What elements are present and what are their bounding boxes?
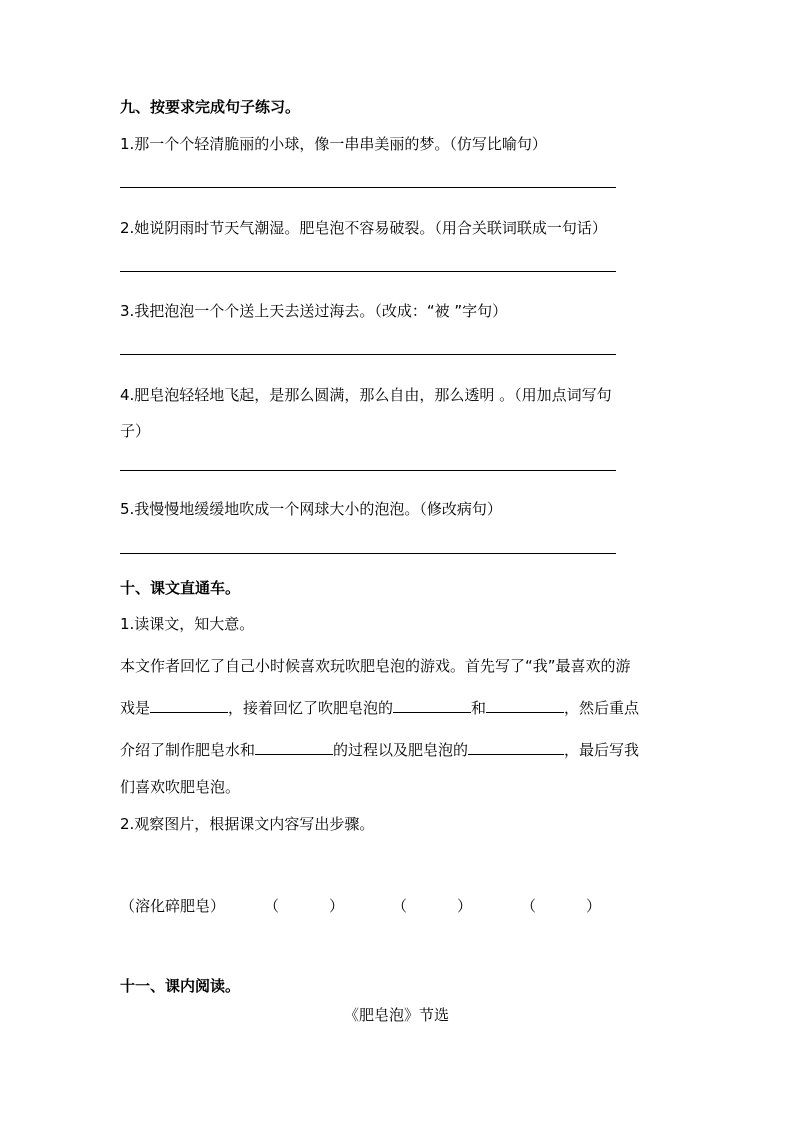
summary-text: 戏是: [120, 699, 151, 717]
fill-blank[interactable]: [468, 740, 564, 755]
close-paren: ）: [329, 897, 345, 915]
question-10-2: 2.观察图片，根据课文内容写出步骤。: [120, 815, 375, 833]
fill-blank[interactable]: [393, 698, 471, 713]
close-paren: ）: [586, 897, 602, 915]
open-paren: （: [392, 897, 408, 915]
question-9-1: 1.那一个个轻清脆丽的小球，像一串串美丽的梦。（仿写比喻句）: [120, 135, 547, 153]
question-9-4-line1: 4.肥皂泡轻轻地飞起，是那么圆满，那么自由，那么透明 。（用加点词写句: [120, 386, 612, 404]
answer-line-9-3: [120, 354, 616, 355]
open-paren: （: [521, 897, 537, 915]
question-9-4-line2: 子）: [120, 422, 151, 440]
summary-line-2: [120, 697, 639, 718]
step-4-paren[interactable]: [521, 895, 601, 916]
answer-line-9-4: [120, 470, 616, 471]
summary-text: 介绍了制作肥皂水和: [120, 741, 256, 759]
step-3-paren[interactable]: [392, 895, 472, 916]
answer-line-9-1: [120, 187, 616, 188]
fill-blank[interactable]: [486, 698, 564, 713]
summary-line-4: 们喜欢吹肥皂泡。: [120, 778, 241, 796]
question-9-3: 3.我把泡泡一个个送上天去送过海去。（改成：“被 ”字句）: [120, 302, 508, 320]
fill-blank[interactable]: [150, 698, 228, 713]
section-9-title: 九、按要求完成句子练习。: [120, 98, 301, 116]
summary-text: ，最后写我: [564, 741, 640, 759]
close-paren: ）: [457, 897, 473, 915]
step-2-paren[interactable]: [264, 895, 344, 916]
open-paren: （: [264, 897, 280, 915]
summary-text: 的过程以及肥皂泡的: [333, 741, 469, 759]
question-9-2: 2.她说阴雨时节天气潮湿。肥皂泡不容易破裂。（用合关联词联成一句话）: [120, 219, 607, 237]
passage-title: 《肥皂泡》节选: [344, 1006, 450, 1024]
summary-text: ，然后重点: [564, 699, 640, 717]
summary-text: ，接着回忆了吹肥皂泡的: [228, 699, 394, 717]
fill-blank[interactable]: [255, 740, 333, 755]
step-1-label: （溶化碎肥皂）: [120, 897, 226, 915]
section-11-title: 十一、课内阅读。: [120, 977, 241, 995]
section-10-title: 十、课文直通车。: [120, 579, 241, 597]
summary-line-1: 本文作者回忆了自己小时候喜欢玩吹肥皂泡的游戏。首先写了“我”最喜欢的游: [120, 657, 631, 675]
summary-line-3: [120, 739, 639, 760]
answer-line-9-5: [120, 553, 616, 554]
question-9-5: 5.我慢慢地缓缓地吹成一个网球大小的泡泡。（修改病句）: [120, 500, 502, 518]
question-10-1: 1.读课文，知大意。: [120, 615, 255, 633]
answer-line-9-2: [120, 271, 616, 272]
summary-text: 和: [471, 699, 487, 717]
